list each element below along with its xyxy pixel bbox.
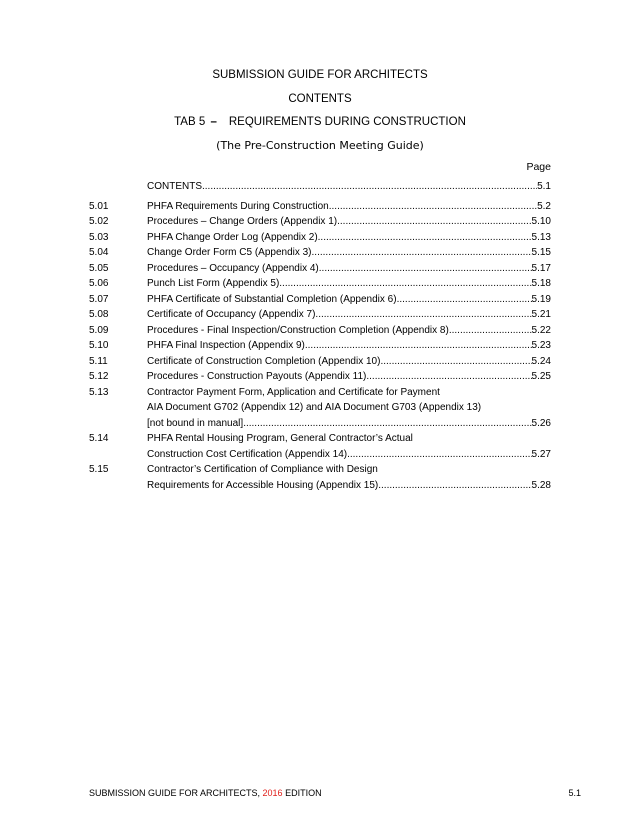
toc-row[interactable] [89,307,551,323]
toc-title-text: PHFA Certificate of Substantial Completion (Appendix 6) [147,293,397,305]
toc-row-contents[interactable] [89,179,551,195]
toc-leader-dots [243,416,531,432]
toc-title [147,292,551,308]
toc-leader-dots [378,478,531,494]
toc-title-text: Punch List Form (Appendix 5) [147,278,280,289]
toc-page-number: 5.15 [531,247,551,258]
footer-page-number: 5.1 [568,788,581,798]
toc-title [147,369,551,385]
toc-row[interactable] [89,276,551,292]
toc-title-text: Requirements for Accessible Housing (Appendix 15) [147,479,379,491]
toc-title [147,230,551,246]
toc-title [147,179,551,195]
toc-title [147,214,551,230]
toc-leader-dots [366,369,531,385]
guide-title: SUBMISSION GUIDE FOR ARCHITECTS [212,69,428,81]
toc-number: 5.01 [89,200,109,212]
toc-title [147,431,551,447]
table-of-contents [89,179,551,493]
toc-title-text: Certificate of Occupancy (Appendix 7) [147,309,316,320]
toc-title-text: Change Order Form C5 (Appendix 3) [147,247,312,258]
toc-page-number: 5.25 [531,371,551,382]
toc-leader-dots [305,338,532,354]
toc-number: 5.09 [89,324,109,336]
tab-title: REQUIREMENTS DURING CONSTRUCTION [228,116,466,128]
tab-heading [0,116,640,128]
toc-title-text: Procedures – Occupancy (Appendix 4) [147,262,319,274]
toc-number: 5.06 [89,278,109,289]
toc-number [89,400,147,416]
toc-title [147,199,551,215]
toc-leader-dots [397,292,532,308]
page-column-label: Page [526,161,551,173]
toc-number: 5.13 [89,386,109,398]
toc-title-text: Contractor Payment Form, Application and Certificate for Payment [147,386,440,398]
toc-row[interactable] [89,261,551,277]
toc-number: 5.15 [89,464,109,475]
toc-title-text: PHFA Change Order Log (Appendix 2) [147,231,318,243]
toc-title [147,307,551,323]
toc-row[interactable] [89,214,551,230]
toc-row[interactable] [89,478,551,494]
toc-row[interactable] [89,245,551,261]
toc-page-number: 5.28 [531,479,551,491]
toc-title-text: Procedures - Construction Payouts (Appendix 11) [147,371,367,382]
toc-row[interactable] [89,292,551,308]
toc-number [89,179,147,195]
toc-page-number: 5.10 [531,216,551,227]
toc-leader-dots [337,214,531,230]
toc-number [89,478,147,494]
footer-guide-name: SUBMISSION GUIDE FOR ARCHITECTS, [89,788,263,798]
toc-title [147,245,551,261]
toc-number: 5.14 [89,433,109,444]
toc-title [147,400,551,416]
toc-number: 5.10 [89,340,109,351]
toc-title-text: PHFA Rental Housing Program, General Contractor’s Actual [147,433,413,444]
toc-number: 5.07 [89,293,109,305]
toc-title [147,276,551,292]
toc-number: 5.04 [89,247,109,258]
toc-title [147,385,551,401]
toc-leader-dots [202,179,537,195]
toc-page-number: 5.23 [531,340,551,351]
toc-title [147,261,551,277]
toc-title [147,354,551,370]
toc-page-number: 5.24 [531,355,551,367]
footer-title [89,788,322,798]
toc-title-text: Certificate of Construction Completion (Appendix 10) [147,355,381,367]
toc-title [147,338,551,354]
tab-dash: – [210,116,217,128]
toc-row[interactable] [89,338,551,354]
toc-page-number: 5.22 [531,324,551,336]
toc-row[interactable] [89,354,551,370]
toc-page-number: 5.1 [537,181,551,192]
toc-number: 5.03 [89,231,109,243]
toc-number [89,447,147,463]
toc-row[interactable] [89,230,551,246]
toc-number: 5.12 [89,371,109,382]
toc-number: 5.02 [89,216,109,227]
toc-page-number: 5.18 [531,278,551,289]
subtitle: (The Pre-Construction Meeting Guide) [216,139,424,152]
toc-number [89,416,147,432]
toc-title [147,447,551,463]
toc-title-text: AIA Document G702 (Appendix 12) and AIA Document G703 (Appendix 13) [147,402,482,413]
toc-title-text: PHFA Final Inspection (Appendix 9) [147,340,305,351]
page-footer [89,788,581,798]
toc-leader-dots [329,199,537,215]
toc-row[interactable] [89,416,551,432]
toc-row[interactable] [89,385,551,401]
footer-edition: EDITION [282,788,322,798]
toc-title-text: PHFA Requirements During Construction [147,200,329,212]
toc-leader-dots [380,354,531,370]
toc-title-text: Procedures - Final Inspection/Construction Completion (Appendix 8) [147,324,449,336]
toc-row[interactable] [89,199,551,215]
toc-title [147,416,551,432]
toc-page-number: 5.17 [531,262,551,274]
toc-leader-dots [347,447,531,463]
toc-row[interactable] [89,400,551,416]
toc-number: 5.08 [89,309,109,320]
toc-title-text: Construction Cost Certification (Appendix 14) [147,448,348,460]
toc-title-text: Contractor’s Certification of Compliance with Design [147,464,378,475]
toc-page-number: 5.19 [531,293,551,305]
toc-title [147,462,551,478]
contents-heading: CONTENTS [288,93,352,105]
toc-leader-dots [315,307,531,323]
toc-leader-dots [449,323,532,339]
toc-leader-dots [279,276,531,292]
toc-row[interactable] [89,369,551,385]
toc-title-text: Procedures – Change Orders (Appendix 1) [147,216,338,227]
toc-title-text: [not bound in manual] [147,417,244,429]
toc-page-number: 5.27 [531,448,551,460]
footer-year: 2016 [262,788,283,798]
toc-row[interactable] [89,462,551,478]
toc-page-number: 5.21 [531,309,551,320]
toc-leader-dots [312,245,532,261]
toc-leader-dots [318,230,532,246]
toc-page-number: 5.26 [531,417,551,429]
toc-page-number: 5.13 [531,231,551,243]
tab-label: TAB 5 [174,116,206,128]
toc-title-text: CONTENTS [147,181,202,192]
toc-number: 5.05 [89,262,109,274]
toc-title [147,478,551,494]
toc-page-number: 5.2 [537,200,551,212]
toc-title [147,323,551,339]
toc-row[interactable] [89,431,551,447]
toc-row[interactable] [89,323,551,339]
toc-number: 5.11 [89,355,108,367]
toc-leader-dots [319,261,532,277]
toc-row[interactable] [89,447,551,463]
